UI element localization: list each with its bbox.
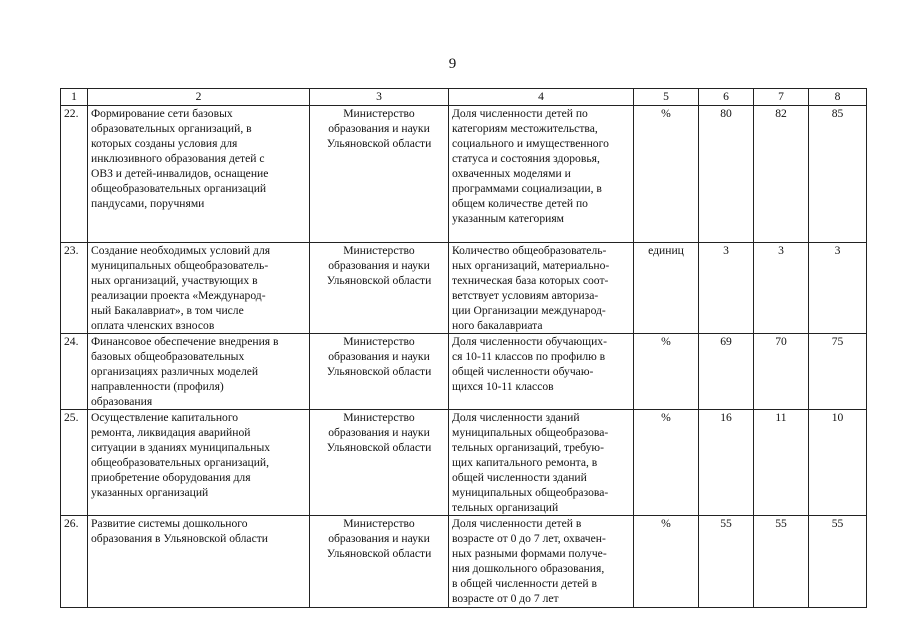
value-col-8: 10 [809, 410, 867, 516]
unit-of-measure: единиц [634, 243, 699, 334]
value-col-8: 3 [809, 243, 867, 334]
measure-name: Осуществление капитального ремонта, ликвидация аварийной ситуации в зданиях муниципальных общеобразовательных организаций, приобретение оборудования для указанных организаций [88, 410, 310, 516]
row-number: 24. [61, 334, 88, 410]
responsible-executor: Министерство образования и науки Ульяновской области [310, 334, 449, 410]
value-col-8: 55 [809, 516, 867, 608]
header-col-5: 5 [634, 89, 699, 106]
value-col-6: 69 [699, 334, 754, 410]
table-row [61, 334, 867, 410]
value-col-6: 16 [699, 410, 754, 516]
unit-of-measure: % [634, 516, 699, 608]
value-col-7: 11 [754, 410, 809, 516]
page-number: 9 [448, 56, 457, 72]
header-col-8: 8 [809, 89, 867, 106]
responsible-executor: Министерство образования и науки Ульяновской области [310, 243, 449, 334]
measure-name: Развитие системы дошкольного образования в Ульяновской области [88, 516, 310, 608]
unit-of-measure: % [634, 106, 699, 243]
value-col-6: 55 [699, 516, 754, 608]
table-row [61, 410, 867, 516]
indicator-name: Доля численности обучающих- ся 10-11 классов по профилю в общей численности обучаю- щихся 10-11 классов [449, 334, 634, 410]
row-number: 22. [61, 106, 88, 243]
responsible-executor: Министерство образования и науки Ульяновской области [310, 516, 449, 608]
row-number: 26. [61, 516, 88, 608]
indicator-name: Количество общеобразователь- ных организаций, материально- техническая база которых соот- ветствует условиям авториза- ции Организации международ- ного бакалавриата [449, 243, 634, 334]
unit-of-measure: % [634, 410, 699, 516]
measure-name: Создание необходимых условий для муниципальных общеобразователь- ных организаций, участвующих в реализации проекта «Международ- ный Бакалавриат», в том числе оплата членских взносов [88, 243, 310, 334]
indicator-name: Доля численности зданий муниципальных общеобразова- тельных организаций, требую- щих капитального ремонта, в общей численности зданий муниципальных общеобразова- тельных организаций [449, 410, 634, 516]
indicators-table [60, 88, 867, 608]
header-col-6: 6 [699, 89, 754, 106]
value-col-7: 82 [754, 106, 809, 243]
header-col-2: 2 [88, 89, 310, 106]
header-col-4: 4 [449, 89, 634, 106]
responsible-executor: Министерство образования и науки Ульяновской области [310, 106, 449, 243]
value-col-7: 70 [754, 334, 809, 410]
value-col-8: 75 [809, 334, 867, 410]
value-col-8: 85 [809, 106, 867, 243]
value-col-7: 55 [754, 516, 809, 608]
value-col-7: 3 [754, 243, 809, 334]
table-row [61, 106, 867, 243]
row-number: 23. [61, 243, 88, 334]
row-number: 25. [61, 410, 88, 516]
header-row [61, 89, 867, 106]
indicator-name: Доля численности детей по категориям местожительства, социального и имущественного статуса и состояния здоровья, охваченных моделями и программами социализации, в общем количестве детей по указанным категориям [449, 106, 634, 243]
table-row [61, 243, 867, 334]
responsible-executor: Министерство образования и науки Ульяновской области [310, 410, 449, 516]
header-col-1: 1 [61, 89, 88, 106]
measure-name: Финансовое обеспечение внедрения в базовых общеобразовательных организациях различных моделей направленности (профиля) образования [88, 334, 310, 410]
measure-name: Формирование сети базовых образовательных организаций, в которых созданы условия для инклюзивного образования детей с ОВЗ и детей-инвалидов, оснащение общеобразовательных организаций пандусами, поручнями [88, 106, 310, 243]
indicator-name: Доля численности детей в возрасте от 0 до 7 лет, охвачен- ных разными формами получе- ния дошкольного образования, в общей численности детей в возрасте от 0 до 7 лет [449, 516, 634, 608]
value-col-6: 80 [699, 106, 754, 243]
table-row [61, 516, 867, 608]
unit-of-measure: % [634, 334, 699, 410]
value-col-6: 3 [699, 243, 754, 334]
header-col-3: 3 [310, 89, 449, 106]
header-col-7: 7 [754, 89, 809, 106]
